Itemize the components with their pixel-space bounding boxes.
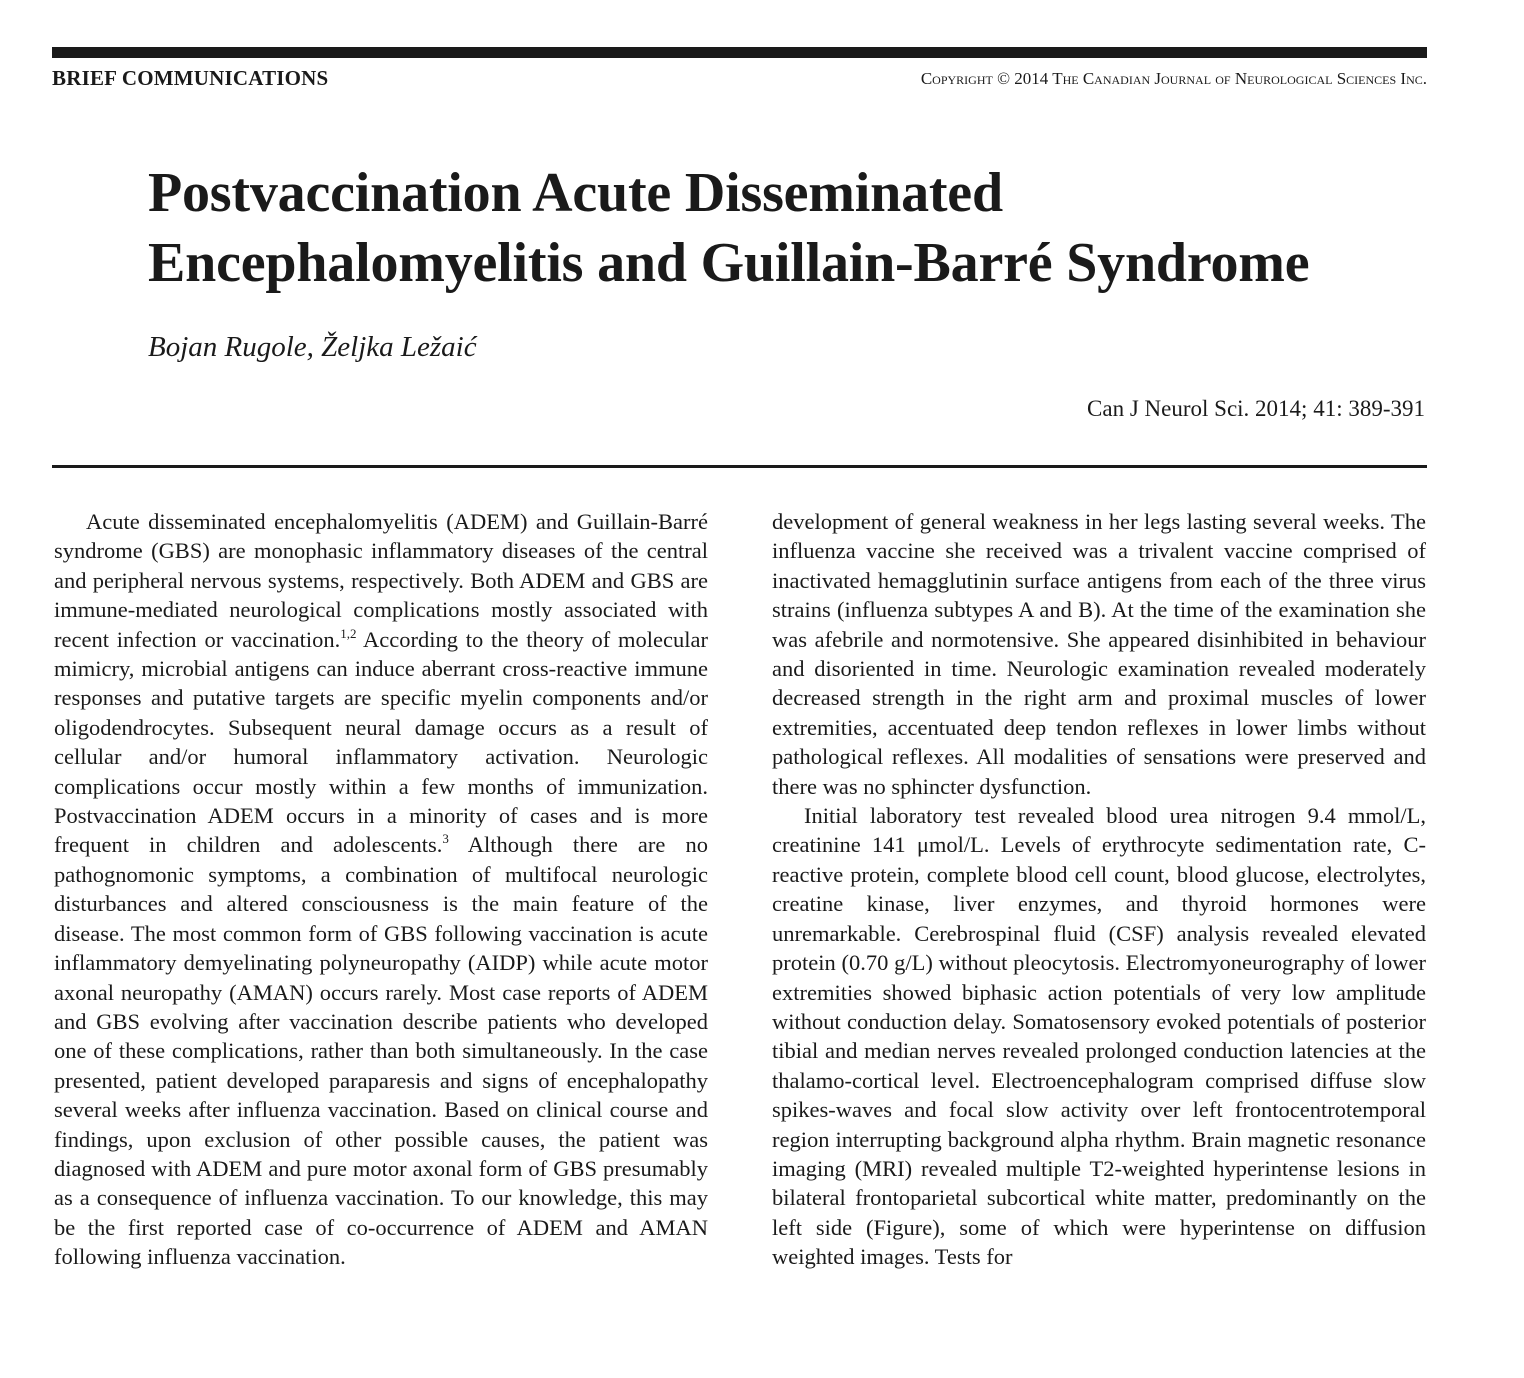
section-label: BRIEF COMMUNICATIONS bbox=[52, 66, 329, 90]
body-text: Although there are no pathognomonic symptoms, a combination of multifocal neurologic disturbances and altered consciousness is the main feature of the disease. The most common form of GBS following vaccination is acute inflammatory demyelinating polyneuropathy (AIDP) while acute motor axonal neuropathy (AMAN) occurs rarely. Most case reports of ADEM and GBS evolving after vaccination describe patients who developed one of these complications, rather than both simultaneously. In the case presented, patient developed paraparesis and signs of encephalopathy several weeks after influenza vaccination. Based on clinical course and findings, upon exclusion of other possible causes, the patient was diagnosed with ADEM and pure motor axonal form of GBS presumably as a consequence of influenza vaccination. To our knowledge, this may be the first reported case of co-occurrence of ADEM and AMAN following influenza vaccination. bbox=[54, 832, 708, 1270]
article-title bbox=[148, 158, 1448, 298]
copyright-notice: Copyright © 2014 The Canadian Journal of Neurological Sciences Inc. bbox=[920, 69, 1427, 88]
body-column-right bbox=[772, 507, 1426, 1272]
reference-superscript[interactable]: 3 bbox=[442, 831, 449, 847]
reference-superscript[interactable]: 1,2 bbox=[340, 625, 357, 641]
article-authors: Bojan Rugole, Željka Ležaić bbox=[148, 331, 477, 363]
article-title-line-1: Postvaccination Acute Disseminated bbox=[148, 162, 1003, 224]
body-text: Acute disseminated encephalomyelitis (ADEM) and Guillain-Barré syndrome (GBS) are monophasic inflammatory diseases of the central and peripheral nervous systems, respectively. Both ADEM and GBS are immune-mediated neurological complications mostly associated with recent infection or vaccination. bbox=[54, 509, 708, 652]
article-citation: Can J Neurol Sci. 2014; 41: 389-391 bbox=[1087, 396, 1425, 421]
header-bottom-rule bbox=[52, 465, 1427, 468]
header-top-rule bbox=[52, 47, 1427, 58]
article-title-line-2: Encephalomyelitis and Guillain-Barré Syndrome bbox=[148, 232, 1310, 294]
body-column-left bbox=[54, 507, 708, 1272]
body-paragraph bbox=[54, 507, 708, 1272]
body-paragraph: development of general weakness in her legs lasting several weeks. The influenza vaccine she received was a trivalent vaccine comprised of inactivated hemagglutinin surface antigens from each of the three virus strains (influenza subtypes A and B). At the time of the examination she was afebrile and normotensive. She appeared disinhibited in behaviour and disoriented in time. Neurologic examination revealed moderately decreased strength in the right arm and proximal muscles of lower extremities, accentuated deep tendon reflexes in lower limbs without pathological reflexes. All modalities of sensations were preserved and there was no sphincter dysfunction. bbox=[772, 509, 1426, 799]
body-text: According to the theory of molecular mimicry, microbial antigens can induce aberrant cross-reactive immune responses and putative targets are specific myelin components and/or oligodendrocytes. Subsequent neural damage occurs as a result of cellular and/or humoral inflammatory activation. Neurologic complications occur mostly within a few months of immunization. Postvaccination ADEM occurs in a minority of cases and is more frequent in children and adolescents. bbox=[54, 626, 708, 858]
body-paragraph: Initial laboratory test revealed blood urea nitrogen 9.4 mmol/L, creatinine 141 μmol/L. Levels of erythrocyte sedimentation rate, C-reactive protein, complete blood cell count, blood glucose, electrolytes, creatine kinase, liver enzymes, and thyroid hormones were unremarkable. Cerebrospinal fluid (CSF) analysis revealed elevated protein (0.70 g/L) without pleocytosis. Electromyoneurography of lower extremities showed biphasic action potentials of very low amplitude without conduction delay. Somatosensory evoked potentials of posterior tibial and median nerves revealed prolonged conduction latencies at the thalamo-cortical level. Electroencephalogram comprised diffuse slow spikes-waves and focal slow activity over left frontocentrotemporal region interrupting background alpha rhythm. Brain magnetic resonance imaging (MRI) revealed multiple T2-weighted hyperintense lesions in bilateral frontoparietal subcortical white matter, predominantly on the left side (Figure), some of which were hyperintense on diffusion weighted images. Tests for bbox=[772, 803, 1426, 1270]
